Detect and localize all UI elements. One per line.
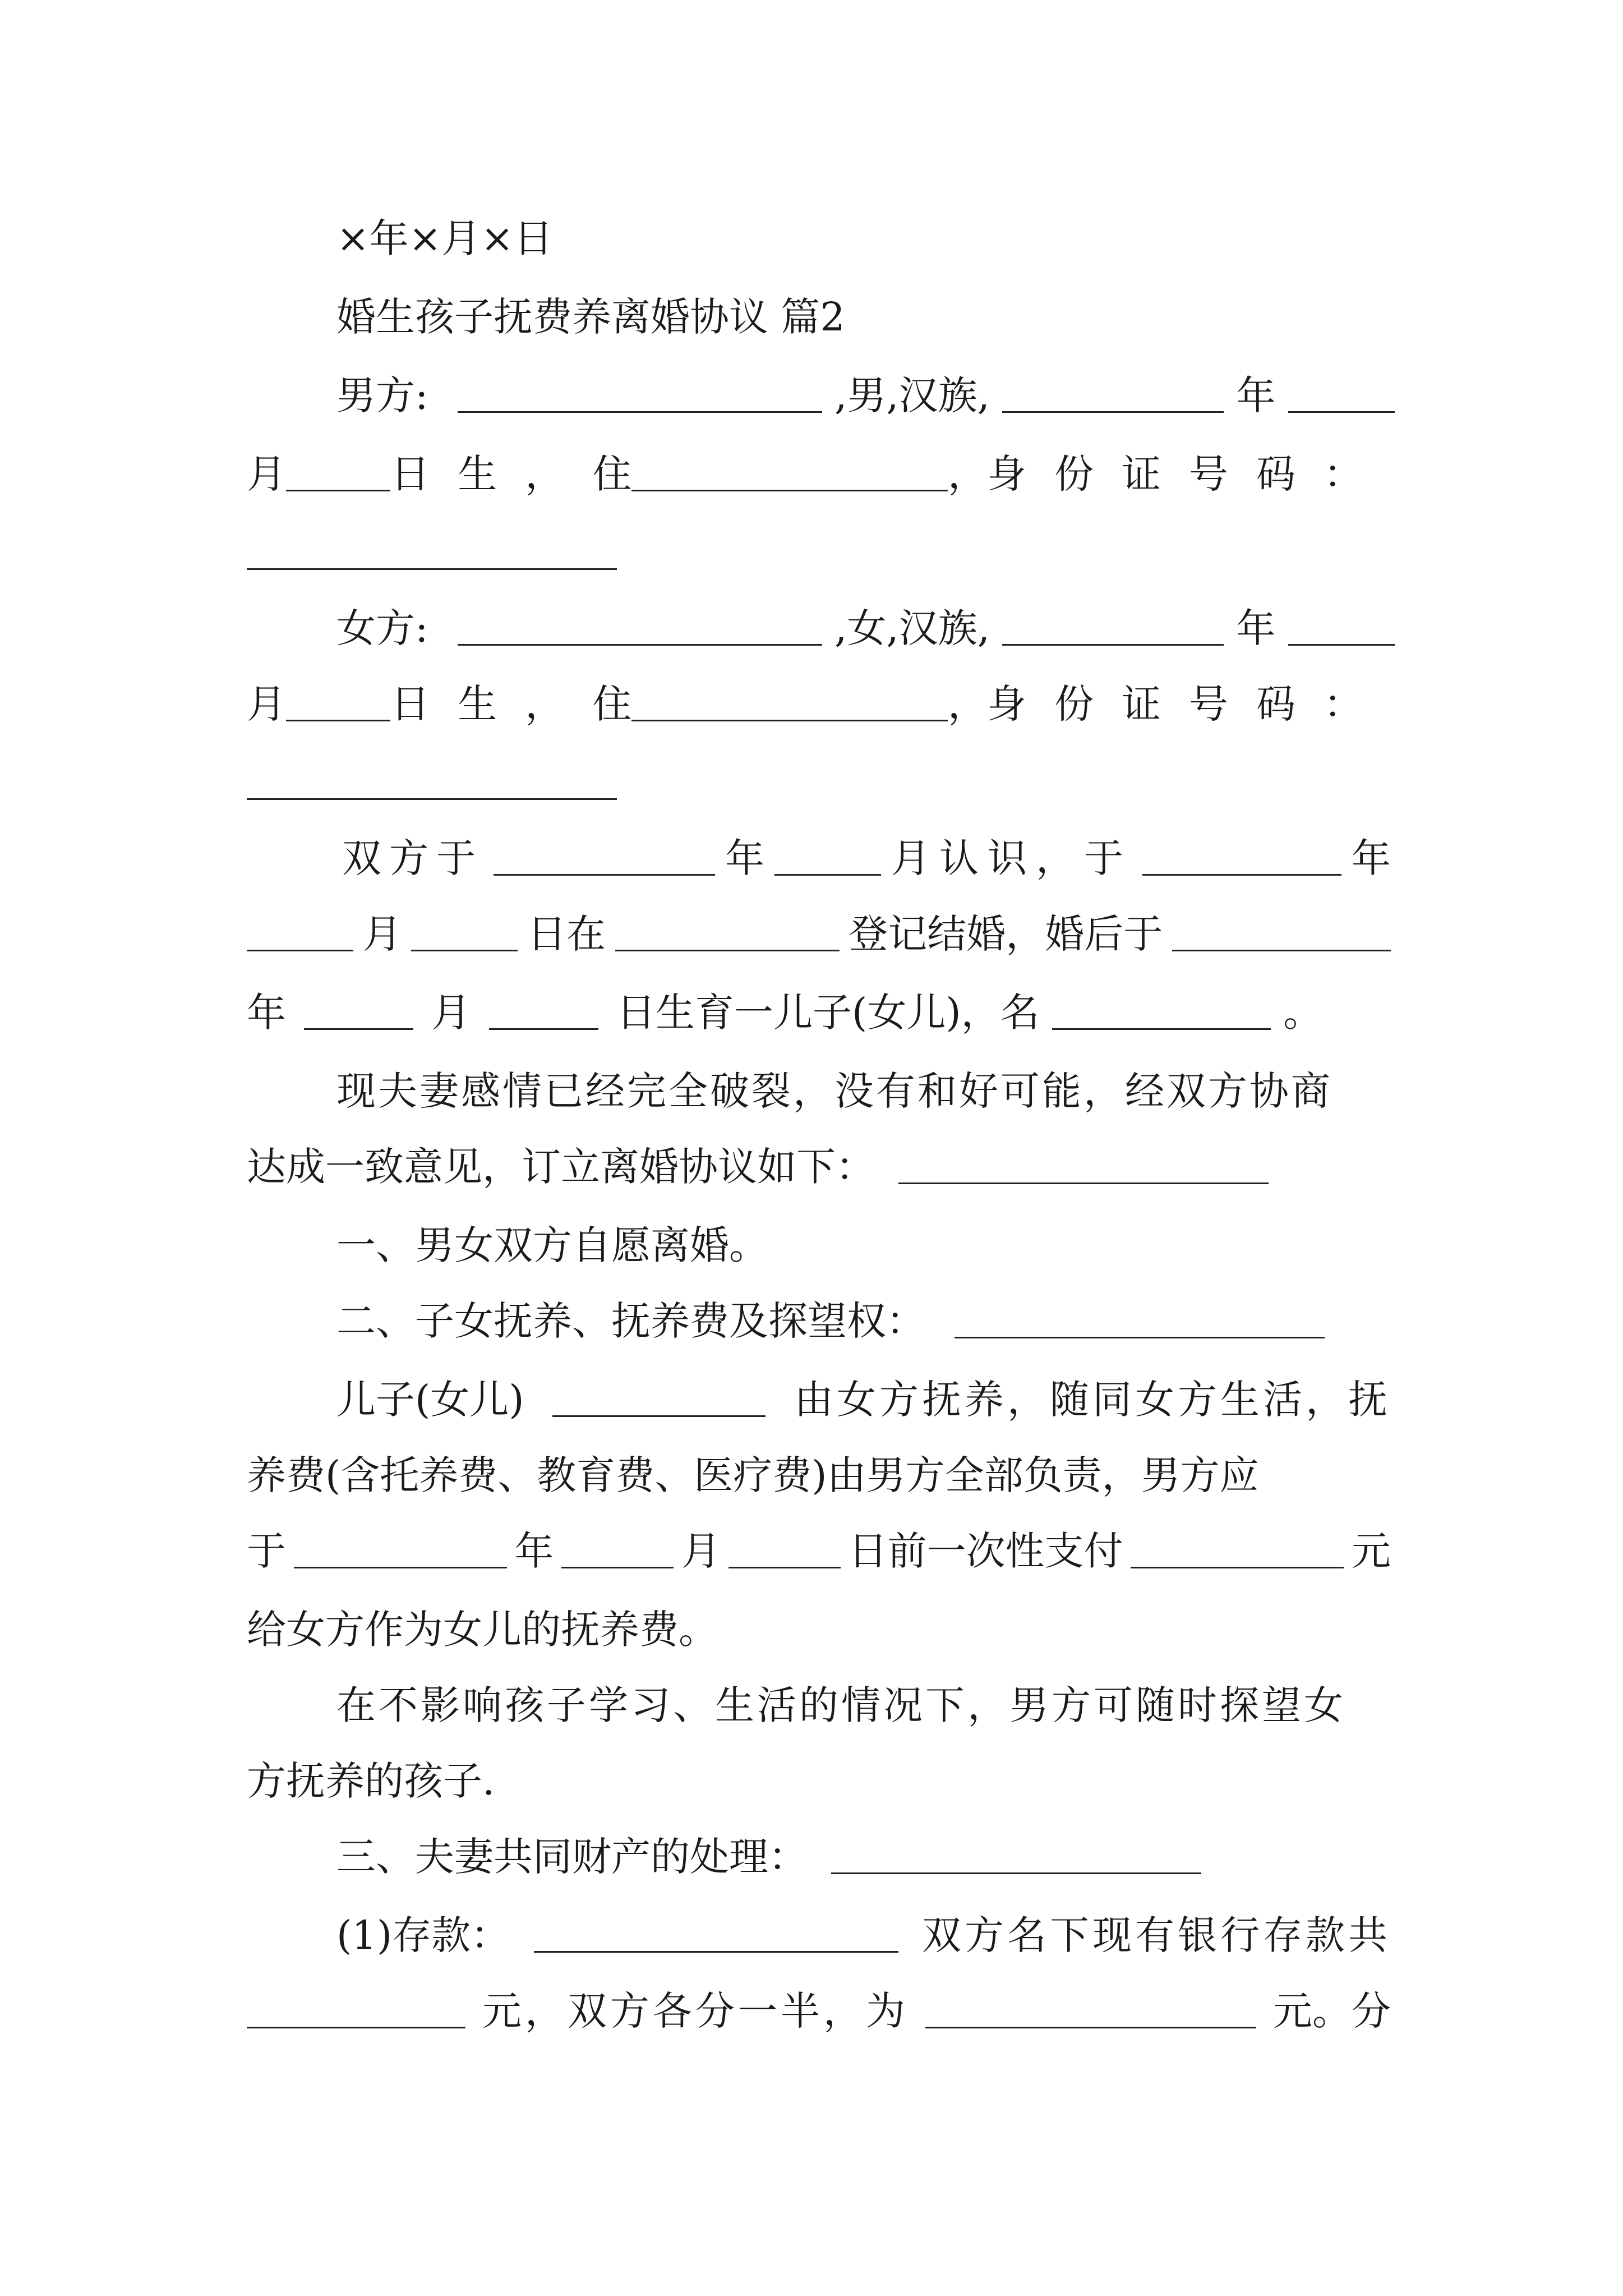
male-address-field[interactable] xyxy=(631,446,948,491)
male-birth-day-field[interactable] xyxy=(286,446,390,491)
item-1 xyxy=(336,1217,768,1273)
male-id-field[interactable] xyxy=(247,524,617,570)
female-month-label: 月 xyxy=(247,681,286,727)
birth-year-field[interactable] xyxy=(1172,906,1391,951)
female-line-1 xyxy=(336,600,1391,656)
marry-day-text: 日在 xyxy=(527,911,606,957)
met-line-3 xyxy=(247,984,1322,1041)
female-year-label: 年 xyxy=(1236,605,1276,651)
pay-year-label: 年 xyxy=(514,1528,554,1574)
deposit-line-1 xyxy=(336,1907,1391,1963)
pay-day-field[interactable] xyxy=(728,1523,841,1568)
date-text: ×年×月×日 xyxy=(336,215,553,261)
met-end: 。 xyxy=(1283,990,1323,1036)
marry-place-field[interactable] xyxy=(615,906,840,951)
female-comma: ， xyxy=(948,681,987,727)
date-line xyxy=(336,210,553,266)
broken-text-2: 达成一致意见，订立离婚协议如下： xyxy=(247,1144,875,1190)
pay-day-text: 日前一次性支付 xyxy=(848,1528,1123,1574)
marry-month-field[interactable] xyxy=(247,906,353,951)
female-address-field[interactable] xyxy=(631,676,948,721)
property-field[interactable] xyxy=(831,1829,1201,1874)
deposit-holder-field[interactable] xyxy=(534,1907,898,1953)
custody-child-name-field[interactable] xyxy=(552,1372,766,1417)
male-name-field[interactable] xyxy=(458,367,822,413)
female-birth-month-field[interactable] xyxy=(1288,600,1395,646)
broken-text-1: 现夫妻感情已经完全破裂，没有和好可能，经双方协商 xyxy=(336,1068,1332,1114)
pay-month-label: 月 xyxy=(681,1528,721,1574)
deposit-end-text: 元。分 xyxy=(1273,1988,1391,2034)
section-heading xyxy=(336,289,845,345)
male-gender-ethnic: ,男,汉族, xyxy=(834,372,990,418)
child-day-field[interactable] xyxy=(489,984,598,1030)
met-prefix: 双方于 xyxy=(342,835,483,881)
broken-line-2 xyxy=(247,1139,1269,1195)
male-birth-month-field[interactable] xyxy=(1288,367,1395,413)
pay-month-field[interactable] xyxy=(561,1523,674,1568)
pay-prefix: 于 xyxy=(247,1528,286,1574)
deposit-split-text: 元，双方各分一半，为 xyxy=(482,1988,909,2034)
female-label: 女方: xyxy=(336,605,428,651)
deposit-text: 双方名下现有银行存款共 xyxy=(922,1912,1391,1958)
marry-register-text: 登记结婚，婚后于 xyxy=(849,911,1163,957)
agreement-field[interactable] xyxy=(898,1139,1269,1184)
male-line-2 xyxy=(247,446,1391,502)
broken-line-1 xyxy=(336,1063,1332,1119)
custody-line-1 xyxy=(336,1372,1391,1428)
marry-year-label: 年 xyxy=(1352,835,1391,881)
child-birth-text: 日生育一儿子(女儿)，名 xyxy=(616,990,1040,1036)
met-month-field[interactable] xyxy=(774,830,881,876)
marry-month-label: 月 xyxy=(362,911,402,957)
deposit-line-2 xyxy=(247,1983,1391,2039)
custody-child: 儿子(女儿) xyxy=(336,1377,524,1423)
female-gender-ethnic: ,女,汉族, xyxy=(834,605,990,651)
male-birth-year-field[interactable] xyxy=(1002,367,1224,413)
male-line-1 xyxy=(336,367,1391,424)
child-name-field[interactable] xyxy=(1052,984,1271,1030)
male-line-3 xyxy=(247,524,617,581)
female-day-born: 日生， xyxy=(390,681,593,727)
pay-amount-field[interactable] xyxy=(1131,1523,1344,1568)
child-month-label: 月 xyxy=(431,990,471,1036)
visit-line-2 xyxy=(247,1753,495,1809)
custody-line-4 xyxy=(247,1602,718,1658)
deposit-total-field[interactable] xyxy=(247,1983,465,2028)
pay-year-field[interactable] xyxy=(294,1523,507,1568)
male-day-born: 日生， xyxy=(390,451,593,497)
met-year-field[interactable] xyxy=(494,830,715,876)
female-birth-day-field[interactable] xyxy=(286,676,390,721)
heading-text: 婚生孩子抚费养离婚协议 篇2 xyxy=(336,294,845,340)
item-2 xyxy=(336,1293,1325,1349)
child-month-field[interactable] xyxy=(304,984,413,1030)
item-3-text: 三、夫妻共同财产的处理： xyxy=(336,1834,808,1880)
item-1-text: 一、男女双方自愿离婚。 xyxy=(336,1222,768,1268)
visit-text-1: 在不影响孩子学习、生活的情况下，男方可随时探望女 xyxy=(336,1682,1346,1728)
met-line-1 xyxy=(342,830,1391,886)
male-label: 男方: xyxy=(336,372,428,418)
female-line-2 xyxy=(247,676,1391,732)
custody-text-2: 养费(含托养费、教育费、医疗费)由男方全部负责，男方应 xyxy=(247,1452,1259,1498)
female-line-3 xyxy=(247,754,617,811)
pay-yuan: 元 xyxy=(1352,1528,1391,1574)
custody-text-4: 给女方作为女儿的抚养费。 xyxy=(247,1607,718,1653)
deposit-label: (1)存款： xyxy=(336,1912,510,1958)
marry-year-field[interactable] xyxy=(1142,830,1341,876)
female-id-label: 身份证号码： xyxy=(987,681,1391,727)
visit-text-2: 方抚养的孩子. xyxy=(247,1758,495,1804)
custody-line-3 xyxy=(247,1523,1391,1579)
female-id-field[interactable] xyxy=(247,754,617,800)
item-3 xyxy=(336,1829,1201,1885)
custody-text: 由女方抚养，随同女方生活，抚 xyxy=(794,1377,1391,1423)
female-live-label: 住 xyxy=(592,681,632,727)
custody-field[interactable] xyxy=(955,1293,1325,1338)
child-year-label: 年 xyxy=(247,990,286,1036)
female-birth-year-field[interactable] xyxy=(1002,600,1224,646)
male-live-label: 住 xyxy=(592,451,632,497)
met-line-2 xyxy=(247,906,1391,962)
item-2-text: 二、子女抚养、抚养费及探望权： xyxy=(336,1298,925,1344)
met-year-label: 年 xyxy=(725,835,764,881)
visit-line-1 xyxy=(336,1677,1346,1733)
custody-line-2 xyxy=(247,1447,1259,1503)
deposit-half-field[interactable] xyxy=(925,1983,1256,2028)
met-month-text: 月认识，于 xyxy=(891,835,1132,881)
male-id-label: 身份证号码： xyxy=(987,451,1391,497)
marry-day-field[interactable] xyxy=(411,906,518,951)
female-name-field[interactable] xyxy=(458,600,822,646)
male-year-label: 年 xyxy=(1236,372,1276,418)
male-comma: ， xyxy=(948,451,987,497)
male-month-label: 月 xyxy=(247,451,286,497)
